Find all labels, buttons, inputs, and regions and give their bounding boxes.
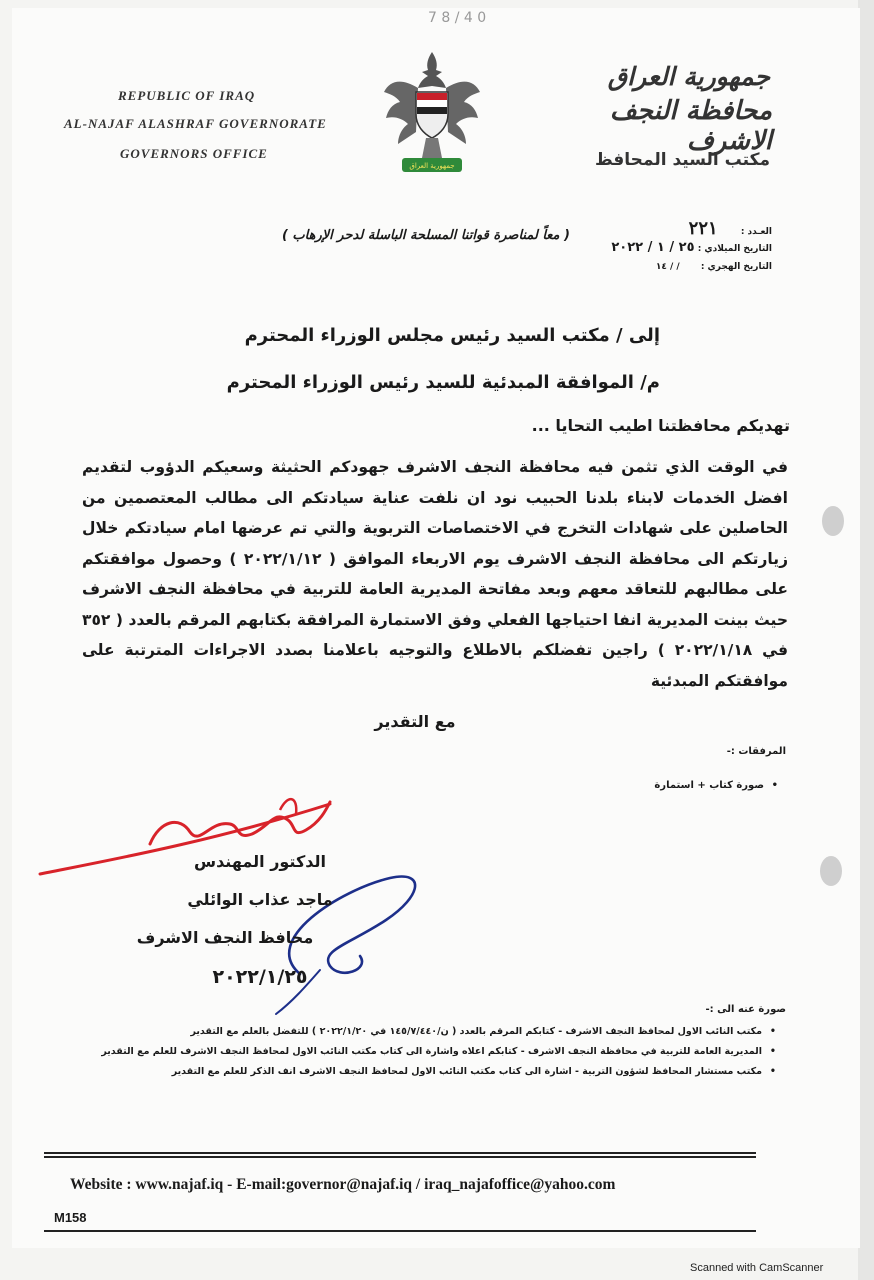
letterhead-ar-line2: محافظة النجف الاشرف: [609, 96, 772, 156]
greeting: تهديكم محافظتنا اطيب التحايا ...: [531, 416, 790, 435]
footer-rule-bottom: [44, 1156, 756, 1158]
footer-code: M158: [54, 1210, 87, 1225]
doc-date-gregorian: [600, 240, 772, 255]
doc-date-hijri: [600, 262, 772, 272]
closing: مع التقدير: [374, 712, 456, 731]
copies-list: [60, 1024, 778, 1079]
scan-edge: [858, 0, 874, 1280]
letter-body: في الوقت الذي تثمن فيه محافظة النجف الاشرف جهودكم الحثيثة وسعيكم الدؤوب لتقديم افضل الخدمات لابناء بلدنا الحبيب نود ان نلفت عناية سيادتكم الى مطالب المعتصمين من الحاصلين على شهادات التخرج في الاختصاصات التربوية والتي تم عرضها امام سيادتكم خلال زيارتكم الى محافظة النجف الاشرف يوم الاربعاء الموافق ( ٢٠٢٢/١/١٢ ) وحصول موافقتكم على مطالبهم للتعاقد معهم وبعد مفاتحة المديرية العامة للتربية في محافظة النجف الاشرف حيث بينت المديرية انفا احتياجها الفعلي وفق الاستمارة المرافقة بكتابهم المرقم بالعدد ( ٣٥٢ في ٢٠٢٢/١/١٨ ) راجين تفضلكم بالاطلاع والتوجيه باعلامنا بصدد الاجراءات المترتبة على موافقتكم المبدئية: [82, 458, 788, 690]
scanner-watermark: Scanned with CamScanner: [690, 1262, 824, 1274]
signature-date: ٢٠٢٢/١/٢٥: [212, 966, 308, 988]
copies-label: صورة عنه الى :-: [705, 1004, 786, 1015]
date-hijri-value: / / ١٤: [655, 262, 680, 272]
punch-hole: [822, 506, 844, 536]
signatory-position: محافظ النجف الاشرف: [136, 928, 314, 947]
punch-hole: [820, 856, 842, 886]
copy-recipient-item: مكتب مستشار المحافظ لشؤون التربية - اشارة الى كتاب مكتب النائب الاول لمحافظ النجف الاشرف انف الذكر للعلم مع التقدير •: [60, 1064, 778, 1079]
footer-rule-end: [44, 1230, 756, 1232]
iraq-eagle-emblem: [382, 48, 482, 180]
signatory-name: ماجد عذاب الوائلي: [187, 890, 333, 909]
motto: ( معاً لمناصرة قواتنا المسلحة الباسلة لدحر الإرهاب ): [281, 228, 570, 243]
letterhead-en-line1: REPUBLIC OF IRAQ: [118, 88, 256, 103]
letterhead-en-line2: AL-NAJAF ALASHRAF GOVERNORATE: [64, 116, 327, 131]
addressee-line: إلى / مكتب السيد رئيس مجلس الوزراء المحترم: [244, 325, 660, 346]
date-hijri-label: التاريخ الهجري :: [700, 262, 772, 272]
doc-number-label: العـدد :: [740, 227, 772, 237]
doc-number: [600, 218, 772, 239]
footer-rule-top: [44, 1152, 756, 1154]
letterhead-ar-line1: جمهورية العراق: [607, 62, 770, 91]
date-greg-value: ٢٥ / ١ / ٢٠٢٢: [611, 240, 695, 255]
signatory-title: الدكتور المهندس: [193, 852, 326, 871]
copy-recipient-item: مكتب النائب الاول لمحافظ النجف الاشرف - كتابكم المرقم بالعدد ( ن/١٤٥/٧/٤٤٠ في ٢٠٢٢/١/٢٠ ) للتفضل بالعلم مع التقدير •: [60, 1024, 778, 1039]
doc-number-value: ٢٢١: [688, 218, 718, 239]
top-handwritten-mark: 7 8 / 4 0: [428, 10, 487, 26]
copy-recipient-item: المديرية العامة للتربية في محافظة النجف الاشرف - كتابكم اعلاه واشارة الى كتاب مكتب النائب الاول لمحافظ النجف الاشرف للعلم مع التقدير •: [60, 1044, 778, 1059]
subject-line: م/ الموافقة المبدئية للسيد رئيس الوزراء المحترم: [226, 372, 660, 393]
attachments-label: المرفقات :-: [726, 746, 786, 757]
letterhead-ar-line3: مكتب السيد المحافظ: [594, 150, 770, 170]
svg-text:جمهورية العراق: جمهورية العراق: [409, 162, 455, 170]
footer-contact: Website : www.najaf.iq - E-mail:governor@najaf.iq / iraq_najafoffice@yahoo.com: [70, 1176, 616, 1193]
date-greg-label: التاريخ الميلادي :: [697, 244, 772, 254]
eagle-icon: [382, 48, 482, 180]
attachments-list: [560, 780, 780, 791]
attachment-item: صورة كتاب + استمارة •: [560, 780, 780, 791]
letterhead-en-line3: GOVERNORS OFFICE: [120, 146, 268, 161]
